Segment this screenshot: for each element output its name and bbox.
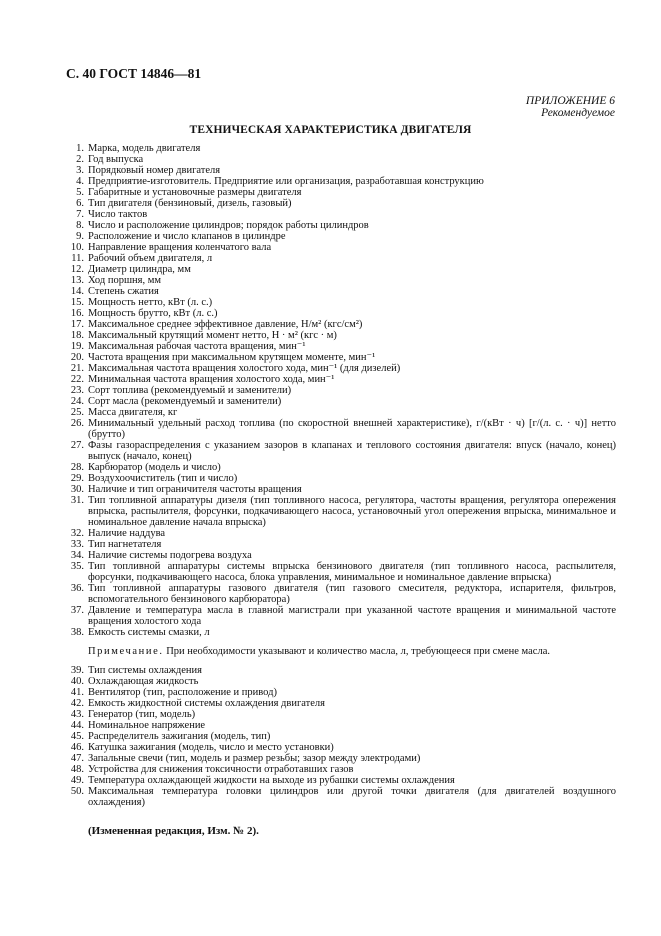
item-number: 8. — [76, 220, 84, 231]
item-text: Рабочий объем двигателя, л — [88, 253, 213, 264]
item-number: 2. — [76, 154, 84, 165]
note — [88, 646, 616, 657]
list-item — [66, 176, 616, 187]
list-item — [66, 627, 616, 638]
list-item — [66, 385, 616, 396]
list-item — [66, 764, 616, 775]
item-number: 41. — [70, 687, 84, 698]
list-item — [66, 742, 616, 753]
list-item — [66, 709, 616, 720]
list-item — [66, 687, 616, 698]
item-number: 30. — [70, 484, 84, 495]
item-number: 19. — [70, 341, 84, 352]
appendix-status: Рекомендуемое — [541, 107, 615, 119]
list-item — [66, 374, 616, 385]
item-text: Тип системы охлаждения — [88, 665, 202, 676]
item-number: 16. — [70, 308, 84, 319]
list-item — [66, 731, 616, 742]
spec-list-part-a — [66, 143, 616, 638]
item-number: 12. — [70, 264, 84, 275]
item-number: 32. — [70, 528, 84, 539]
item-number: 18. — [70, 330, 84, 341]
list-item — [66, 275, 616, 286]
item-number: 39. — [70, 665, 84, 676]
item-text: Фазы газораспределения с указанием зазоров в клапанах и теплового состояния двигателя: впуск (начало, конец) выпуск (начало, конец) — [88, 440, 616, 462]
item-text: Масса двигателя, кг — [88, 407, 178, 418]
item-number: 17. — [70, 319, 84, 330]
list-item — [66, 528, 616, 539]
list-item — [66, 440, 616, 462]
list-item — [66, 462, 616, 473]
list-item — [66, 473, 616, 484]
item-text: Диаметр цилиндра, мм — [88, 264, 191, 275]
item-text: Карбюратор (модель и число) — [88, 462, 221, 473]
item-number: 43. — [70, 709, 84, 720]
list-item — [66, 198, 616, 209]
item-text: Максимальная частота вращения холостого хода, мин⁻¹ (для дизелей) — [88, 363, 401, 374]
item-text: Максимальная температура головки цилиндров или другой точки двигателя (для двигателей воздушного охлаждения) — [88, 786, 616, 808]
list-item — [66, 786, 616, 808]
item-number: 48. — [70, 764, 84, 775]
item-number: 37. — [70, 605, 84, 616]
item-number: 3. — [76, 165, 84, 176]
item-number: 15. — [70, 297, 84, 308]
item-text: Мощность нетто, кВт (л. с.) — [88, 297, 213, 308]
item-text: Ход поршня, мм — [88, 275, 162, 286]
item-text: Сорт масла (рекомендуемый и заменители) — [88, 396, 282, 407]
item-text: Емкость жидкостной системы охлаждения двигателя — [88, 698, 325, 709]
note-label: Примечание. — [88, 646, 164, 657]
item-number: 26. — [70, 418, 84, 429]
list-item — [66, 220, 616, 231]
item-number: 22. — [70, 374, 84, 385]
list-item — [66, 154, 616, 165]
item-number: 21. — [70, 363, 84, 374]
item-text: Тип топливной аппаратуры системы впрыска бензинового двигателя (тип топливного насоса, распылителя, форсунки, подкачивающего насоса, блока управления, минимальное и номинальное давление впрыска) — [88, 561, 616, 583]
item-number: 9. — [76, 231, 84, 242]
list-item — [66, 286, 616, 297]
item-text: Минимальный удельный расход топлива (по скоростной внешней характеристике), г/(кВт · ч) [г/(л. с. · ч)] нетто (брутто) — [88, 418, 616, 440]
item-number: 20. — [70, 352, 84, 363]
item-number: 23. — [70, 385, 84, 396]
spec-list-part-b — [66, 665, 616, 808]
item-text: Минимальная частота вращения холостого хода, мин⁻¹ — [88, 374, 335, 385]
item-text: Тип двигателя (бензиновый, дизель, газовый) — [88, 198, 292, 209]
item-text: Сорт топлива (рекомендуемый и заменители) — [88, 385, 292, 396]
list-item — [66, 341, 616, 352]
item-number: 40. — [70, 676, 84, 687]
list-item — [66, 187, 616, 198]
item-text: Запальные свечи (тип, модель и размер резьбы; зазор между электродами) — [88, 753, 421, 764]
item-text: Степень сжатия — [88, 286, 159, 297]
item-number: 31. — [70, 495, 84, 506]
appendix-number: ПРИЛОЖЕНИЕ 6 — [525, 95, 615, 107]
list-item — [66, 407, 616, 418]
list-item — [66, 297, 616, 308]
list-item — [66, 539, 616, 550]
item-text: Направление вращения коленчатого вала — [88, 242, 272, 253]
list-item — [66, 698, 616, 709]
item-number: 5. — [76, 187, 84, 198]
list-item — [66, 665, 616, 676]
list-item — [66, 720, 616, 731]
item-number: 13. — [70, 275, 84, 286]
item-text: Предприятие-изготовитель. Предприятие или организация, разработавшая конструкцию — [88, 176, 484, 187]
list-item — [66, 484, 616, 495]
item-number: 4. — [76, 176, 84, 187]
item-text: Температура охлаждающей жидкости на выходе из рубашки системы охлаждения — [88, 775, 455, 786]
list-item — [66, 308, 616, 319]
item-text: Охлаждающая жидкость — [88, 676, 199, 687]
item-text: Номинальное напряжение — [88, 720, 206, 731]
list-item — [66, 319, 616, 330]
item-text: Воздухоочиститель (тип и число) — [88, 473, 238, 484]
item-text: Тип топливной аппаратуры газового двигателя (тип газового смесителя, редуктора, испарителя, фильтров, вспомогательного бензинового карбюратора) — [88, 583, 616, 605]
item-number: 44. — [70, 720, 84, 731]
list-item — [66, 583, 616, 605]
spec-list — [66, 143, 616, 808]
item-text: Тип нагнетателя — [88, 539, 162, 550]
item-number: 49. — [70, 775, 84, 786]
item-number: 10. — [70, 242, 84, 253]
item-text: Максимальное среднее эффективное давление, Н/м² (кгс/см²) — [88, 319, 363, 330]
item-text: Мощность брутто, кВт (л. с.) — [88, 308, 218, 319]
note-text: При необходимости указывают и количество масла, л, требующееся при смене масла. — [166, 646, 550, 657]
list-item — [66, 418, 616, 440]
item-text: Давление и температура масла в главной магистрали при указанной частоте вращения и минимальной частоте вращения холостого хода — [88, 605, 616, 627]
item-number: 1. — [76, 143, 84, 154]
item-number: 47. — [70, 753, 84, 764]
item-text: Распределитель зажигания (модель, тип) — [88, 731, 271, 742]
item-number: 27. — [70, 440, 84, 451]
item-number: 11. — [71, 253, 84, 264]
list-item — [66, 561, 616, 583]
list-item — [66, 753, 616, 764]
item-text: Марка, модель двигателя — [88, 143, 201, 154]
item-number: 45. — [70, 731, 84, 742]
list-item — [66, 231, 616, 242]
document-title: ТЕХНИЧЕСКАЯ ХАРАКТЕРИСТИКА ДВИГАТЕЛЯ — [189, 124, 472, 136]
list-item — [66, 264, 616, 275]
list-item — [66, 165, 616, 176]
list-item — [66, 605, 616, 627]
item-number: 7. — [76, 209, 84, 220]
revision-note: (Измененная редакция, Изм. № 2). — [88, 825, 259, 837]
item-text: Максимальный крутящий момент нетто, Н · м² (кгс · м) — [88, 330, 337, 341]
item-number: 25. — [70, 407, 84, 418]
list-item — [66, 775, 616, 786]
item-number: 35. — [70, 561, 84, 572]
item-number: 29. — [70, 473, 84, 484]
list-item — [66, 330, 616, 341]
list-item — [66, 396, 616, 407]
item-text: Год выпуска — [88, 154, 144, 165]
item-number: 6. — [76, 198, 84, 209]
list-item — [66, 242, 616, 253]
item-text: Число и расположение цилиндров; порядок работы цилиндров — [88, 220, 369, 231]
item-number: 42. — [70, 698, 84, 709]
list-item — [66, 143, 616, 154]
list-item — [66, 363, 616, 374]
item-number: 24. — [70, 396, 84, 407]
item-text: Емкость системы смазки, л — [88, 627, 210, 638]
item-number: 46. — [70, 742, 84, 753]
item-text: Устройства для снижения токсичности отработавших газов — [88, 764, 354, 775]
item-number: 50. — [70, 786, 84, 797]
list-item — [66, 352, 616, 363]
item-text: Число тактов — [88, 209, 148, 220]
item-number: 14. — [70, 286, 84, 297]
item-text: Наличие и тип ограничителя частоты вращения — [88, 484, 302, 495]
appendix-label — [526, 95, 615, 119]
item-text: Наличие системы подогрева воздуха — [88, 550, 252, 561]
list-item — [66, 550, 616, 561]
item-number: 38. — [70, 627, 84, 638]
item-number: 34. — [70, 550, 84, 561]
item-text: Порядковый номер двигателя — [88, 165, 221, 176]
list-item — [66, 253, 616, 264]
list-item — [66, 676, 616, 687]
item-number: 28. — [70, 462, 84, 473]
item-text: Габаритные и установочные размеры двигателя — [88, 187, 302, 198]
list-item — [66, 495, 616, 528]
item-text: Вентилятор (тип, расположение и привод) — [88, 687, 277, 698]
list-item — [66, 209, 616, 220]
item-text: Тип топливной аппаратуры дизеля (тип топливного насоса, регулятора, частоты вращения, регулятора опережения впрыска, распылителя, форсунки, подкачивающего насоса, установочный угол опережения впрыска, минимальное и номинальное давление начала впрыска) — [88, 495, 616, 528]
item-number: 33. — [70, 539, 84, 550]
item-text: Расположение и число клапанов в цилиндре — [88, 231, 286, 242]
item-text: Частота вращения при максимальном крутящем моменте, мин⁻¹ — [88, 352, 376, 363]
item-text: Генератор (тип, модель) — [88, 709, 196, 720]
item-text: Максимальная рабочая частота вращения, мин⁻¹ — [88, 341, 306, 352]
item-number: 36. — [70, 583, 84, 594]
item-text: Катушка зажигания (модель, число и место установки) — [88, 742, 334, 753]
item-text: Наличие наддува — [88, 528, 166, 539]
page-header: С. 40 ГОСТ 14846—81 — [66, 66, 202, 81]
